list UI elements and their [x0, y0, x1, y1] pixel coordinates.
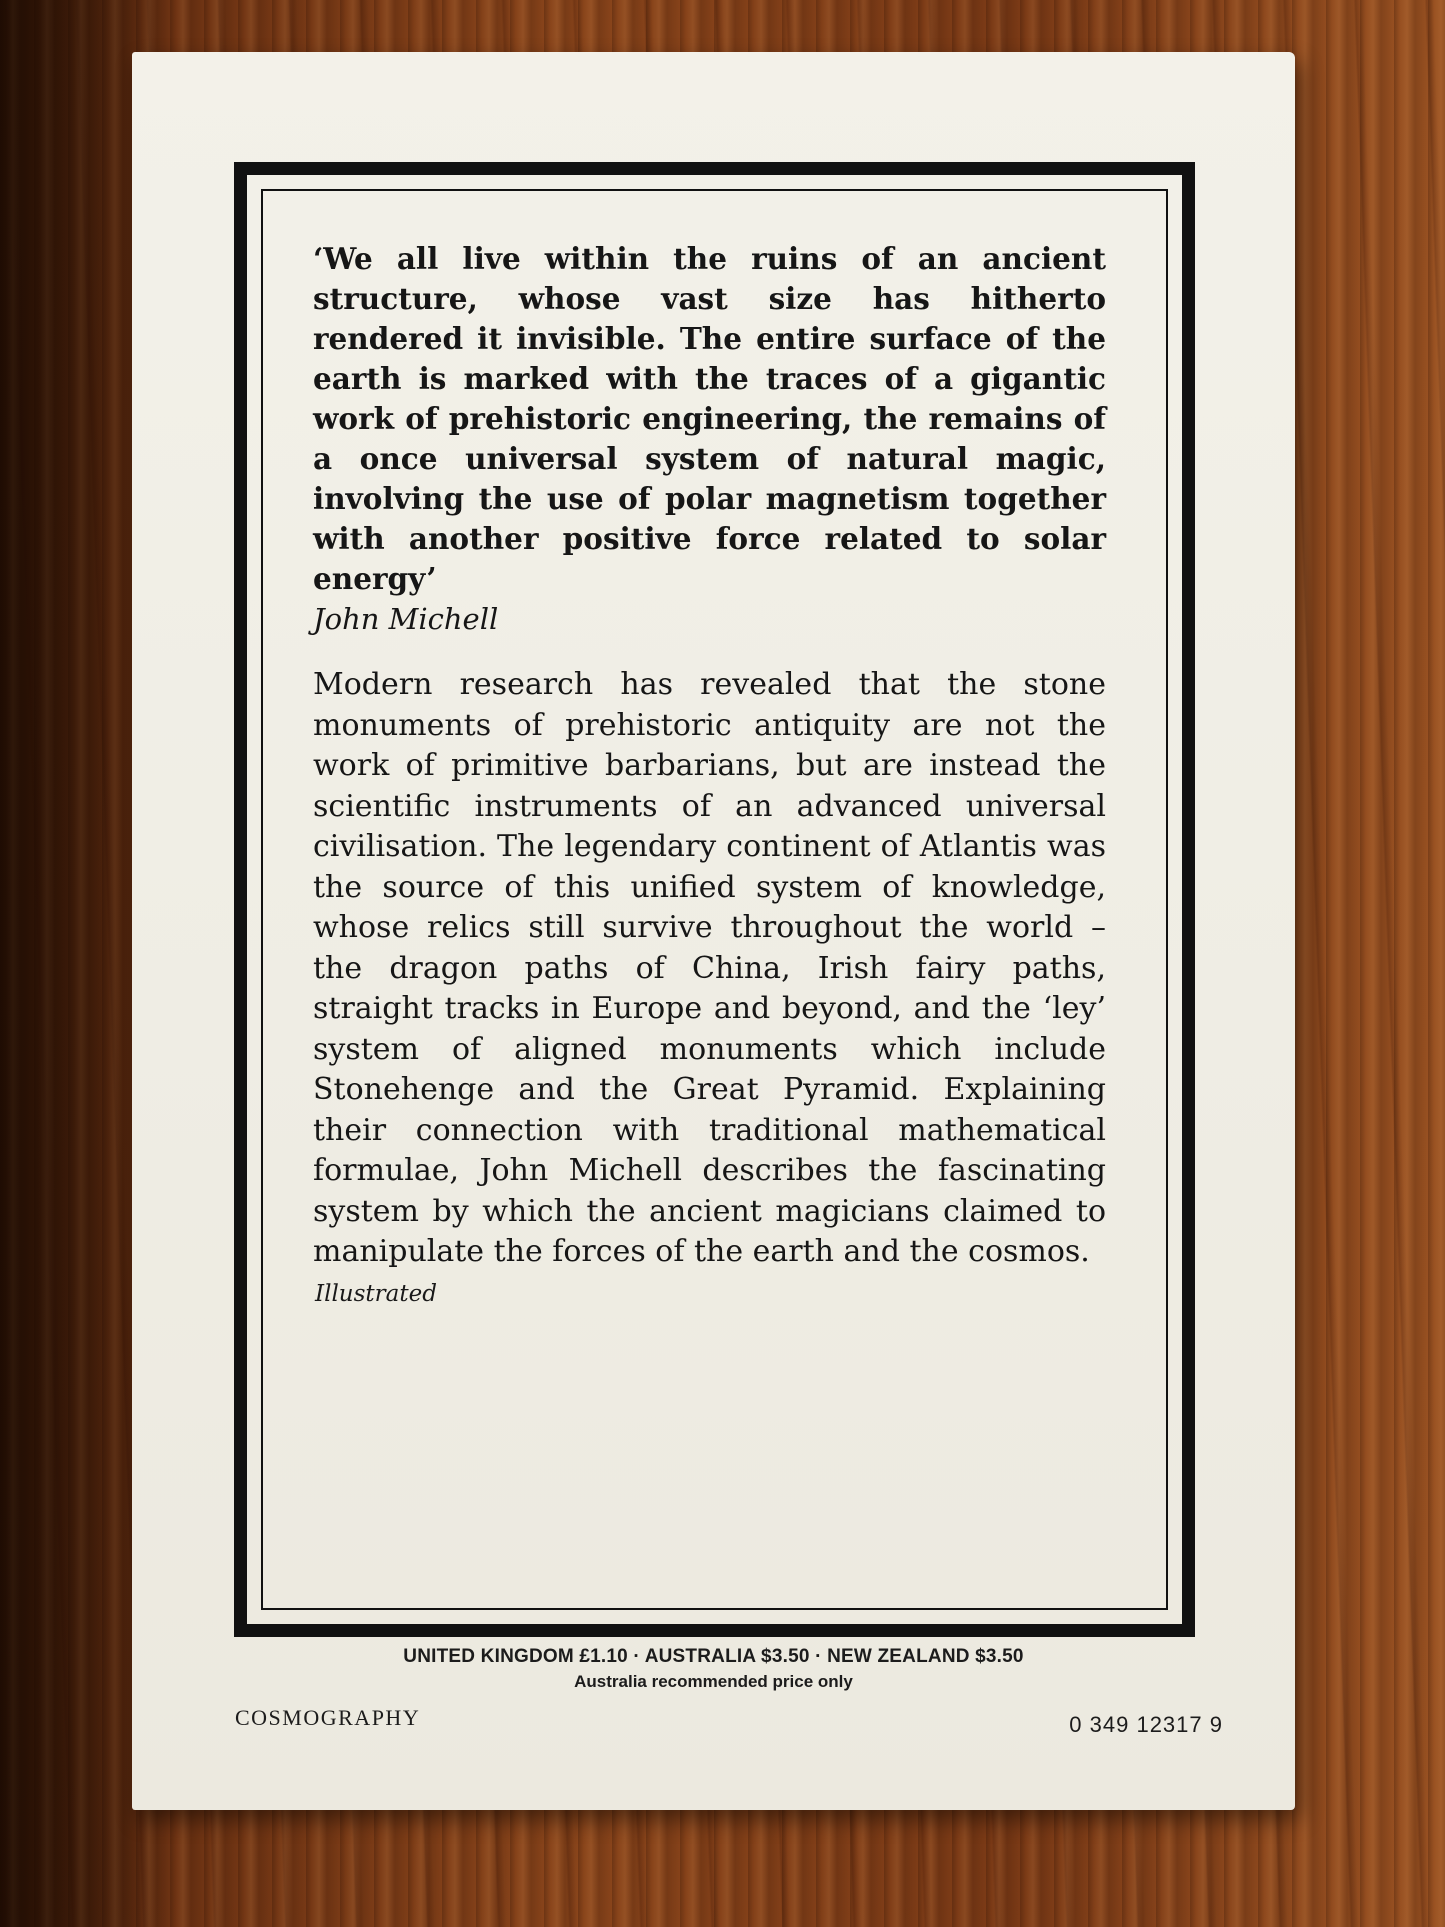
category-label: COSMOGRAPHY	[235, 1705, 421, 1730]
cover-text	[313, 239, 1106, 1273]
price-info	[132, 1646, 1295, 1692]
price-line: UNITED KINGDOM £1.10 · AUSTRALIA $3.50 · NEW ZEALAND $3.50	[403, 1646, 1024, 1667]
quote-text: ‘We all live within the ruins of an ancient structure, whose vast size has hitherto rendered it invisible. The entire surface of the earth is marked with the traces of a gigantic work of prehistoric engineering, the remains of a once universal system of natural magic, involving the use of polar magnetism together with another positive force related to solar energy’	[313, 241, 1106, 596]
book-back-cover	[132, 52, 1295, 1810]
border-frame	[234, 162, 1195, 1637]
blurb-text: Modern research has revealed that the stone monuments of prehistoric antiquity are not the work of primitive barbarians, but are instead the scientific instruments of an advanced universal civilisation. The legendary continent of Atlantis was the source of this unified system of knowledge, whose relics still survive throughout the world – the dragon paths of China, Irish fairy paths, straight tracks in Europe and beyond, and the ‘ley’ system of aligned monuments which include Stonehenge and the Great Pyramid. Explaining their connection with traditional mathematical formulae, John Michell describes the fascinating system by which the ancient magicians claimed to manipulate the forces of the earth and the cosmos.	[313, 667, 1106, 1269]
illustrated-label: Illustrated	[315, 1281, 437, 1307]
isbn-number: 0 349 12317 9	[1069, 1712, 1223, 1737]
inner-border	[261, 189, 1168, 1610]
price-note: Australia recommended price only	[574, 1672, 853, 1691]
quote-attribution: John Michell	[313, 602, 499, 636]
